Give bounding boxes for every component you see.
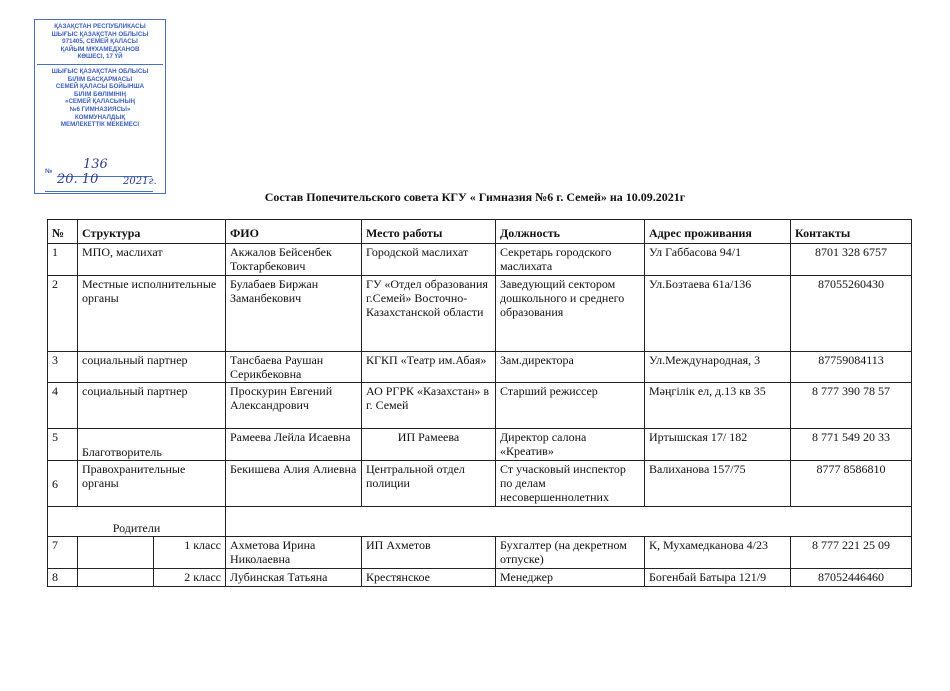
- stamp-line: 071405, СЕМЕЙ ҚАЛАСЫ: [62, 38, 138, 46]
- cell-number: 1: [48, 244, 78, 276]
- section-label-parents: Родители: [48, 507, 226, 537]
- cell-contacts: 87759084113: [791, 352, 912, 383]
- cell-workplace: Центральной отдел полиции: [362, 461, 496, 507]
- header-workplace: Место работы: [362, 220, 496, 244]
- stamp-line: КӨШЕСІ, 17 ҮЙ: [77, 53, 123, 61]
- cell-workplace: КГКП «Театр им.Абая»: [362, 352, 496, 383]
- table-row: [48, 569, 912, 587]
- stamp-line: КОММУНАЛДЫҚ: [74, 113, 126, 121]
- cell-position: Менеджер: [496, 569, 645, 587]
- stamp-line: МЕМЛЕКЕТТІК МЕКЕМЕСІ: [60, 121, 140, 129]
- official-stamp: [34, 19, 166, 194]
- cell-empty: [78, 569, 154, 587]
- cell-address: Валиханова 157/75: [645, 461, 791, 507]
- table-row: [48, 352, 912, 383]
- cell-address: К, Мухамедканова 4/23: [645, 537, 791, 569]
- cell-address: Мәңгілік ел, д.13 кв 35: [645, 383, 791, 429]
- stamp-line: «СЕМЕЙ ҚАЛАСЫНЫҢ: [65, 98, 135, 106]
- stamp-line: ШЫҒЫС ҚАЗАҚСТАН ОБЛЫСЫ: [51, 30, 149, 38]
- cell-workplace: Крестянское: [362, 569, 496, 587]
- header-number: №: [48, 220, 78, 244]
- cell-address: Богенбай Батыра 121/9: [645, 569, 791, 587]
- cell-contacts: 87052446460: [791, 569, 912, 587]
- cell-name: Акжалов Бейсенбек Токтарбекович: [226, 244, 362, 276]
- table-row: [48, 429, 912, 461]
- cell-number: 5: [48, 429, 78, 461]
- stamp-number-label: №: [45, 168, 53, 175]
- stamp-line: БІЛІМ БӨЛІМІНІҢ: [74, 90, 126, 98]
- table-row: [48, 244, 912, 276]
- cell-number: 8: [48, 569, 78, 587]
- cell-position: Директор салона «Креатив»: [496, 429, 645, 461]
- stamp-line: ҚАЙЫМ МҰХАМЕДХАНОВ: [60, 45, 140, 53]
- cell-name: Проскурин Евгений Александрович: [226, 383, 362, 429]
- stamp-line: №6 ГИМНАЗИЯСЫ»: [69, 105, 131, 113]
- table-row: [48, 537, 912, 569]
- stamp-line: СЕМЕЙ ҚАЛАСЫ БОЙЫНША: [55, 83, 145, 91]
- cell-structure: социальный партнер: [78, 352, 226, 383]
- cell-name: Булабаев Биржан Заманбекович: [226, 276, 362, 352]
- cell-workplace: ИП Рамеева: [362, 429, 496, 461]
- cell-structure: Правохранительные органы: [78, 461, 226, 507]
- cell-name: Лубинская Татьяна: [226, 569, 362, 587]
- council-table: [47, 219, 912, 587]
- cell-position: Зам.директора: [496, 352, 645, 383]
- cell-contacts: 8 777 390 78 57: [791, 383, 912, 429]
- cell-structure: Местные исполнительные органы: [78, 276, 226, 352]
- cell-position: Старший режиссер: [496, 383, 645, 429]
- table-row: [48, 461, 912, 507]
- cell-workplace: ИП Ахметов: [362, 537, 496, 569]
- cell-empty: [78, 537, 154, 569]
- cell-structure: социальный партнер: [78, 383, 226, 429]
- cell-address: Ул.Международная, 3: [645, 352, 791, 383]
- cell-contacts: 8 771 549 20 33: [791, 429, 912, 461]
- header-name: ФИО: [226, 220, 362, 244]
- stamp-year: 2021г.: [123, 176, 157, 187]
- stamp-date: 20. 10: [57, 172, 99, 187]
- cell-workplace: Городской маслихат: [362, 244, 496, 276]
- cell-contacts: 8777 8586810: [791, 461, 912, 507]
- cell-position: Ст учасковый инспектор по делам несовершеннолетних: [496, 461, 645, 507]
- cell-structure: МПО, маслихат: [78, 244, 226, 276]
- cell-workplace: АО РГРК «Казахстан» в г. Семей: [362, 383, 496, 429]
- header-address: Адрес проживания: [645, 220, 791, 244]
- cell-workplace: ГУ «Отдел образования г.Семей» Восточно-Казахстанской области: [362, 276, 496, 352]
- cell-position: Бухгалтер (на декретном отпуске): [496, 537, 645, 569]
- cell-structure: Благотворитель: [78, 429, 226, 461]
- section-row: [48, 507, 912, 537]
- stamp-divider: [37, 64, 163, 65]
- cell-name: Бекишева Алия Алиевна: [226, 461, 362, 507]
- cell-contacts: 8701 328 6757: [791, 244, 912, 276]
- document-title: Состав Попечительского совета КГУ « Гимназия №6 г. Семей» на 10.09.2021г: [264, 190, 686, 204]
- cell-class: 2 класс: [154, 569, 226, 587]
- cell-name: Ахметова Ирина Николаевна: [226, 537, 362, 569]
- stamp-line: ҚАЗАҚСТАН РЕСПУБЛИКАСЫ: [54, 23, 146, 30]
- cell-position: Заведующий сектором дошкольного и среднего образования: [496, 276, 645, 352]
- header-position: Должность: [496, 220, 645, 244]
- cell-position: Секретарь городского маслихата: [496, 244, 645, 276]
- cell-number: 4: [48, 383, 78, 429]
- header-contacts: Контакты: [791, 220, 912, 244]
- table-row: [48, 383, 912, 429]
- header-structure: Структура: [78, 220, 226, 244]
- section-empty-cell: [226, 507, 912, 537]
- stamp-number: 136: [83, 157, 108, 172]
- cell-address: Иртышская 17/ 182: [645, 429, 791, 461]
- table-row: [48, 276, 912, 352]
- stamp-line: ШЫҒЫС ҚАЗАҚСТАН ОБЛЫСЫ: [51, 67, 149, 75]
- cell-name: Рамеева Лейла Исаевна: [226, 429, 362, 461]
- cell-number: 6: [48, 461, 78, 507]
- cell-address: Ул Габбасова 94/1: [645, 244, 791, 276]
- cell-contacts: 87055260430: [791, 276, 912, 352]
- cell-address: Ул.Бозтаева 61а/136: [645, 276, 791, 352]
- stamp-line: БІЛІМ БАСҚАРМАСЫ: [67, 75, 133, 83]
- cell-number: 2: [48, 276, 78, 352]
- cell-class: 1 класс: [154, 537, 226, 569]
- cell-name: Тансбаева Раушан Серикбековна: [226, 352, 362, 383]
- cell-number: 7: [48, 537, 78, 569]
- cell-contacts: 8 777 221 25 09: [791, 537, 912, 569]
- table-header-row: [48, 220, 912, 244]
- cell-number: 3: [48, 352, 78, 383]
